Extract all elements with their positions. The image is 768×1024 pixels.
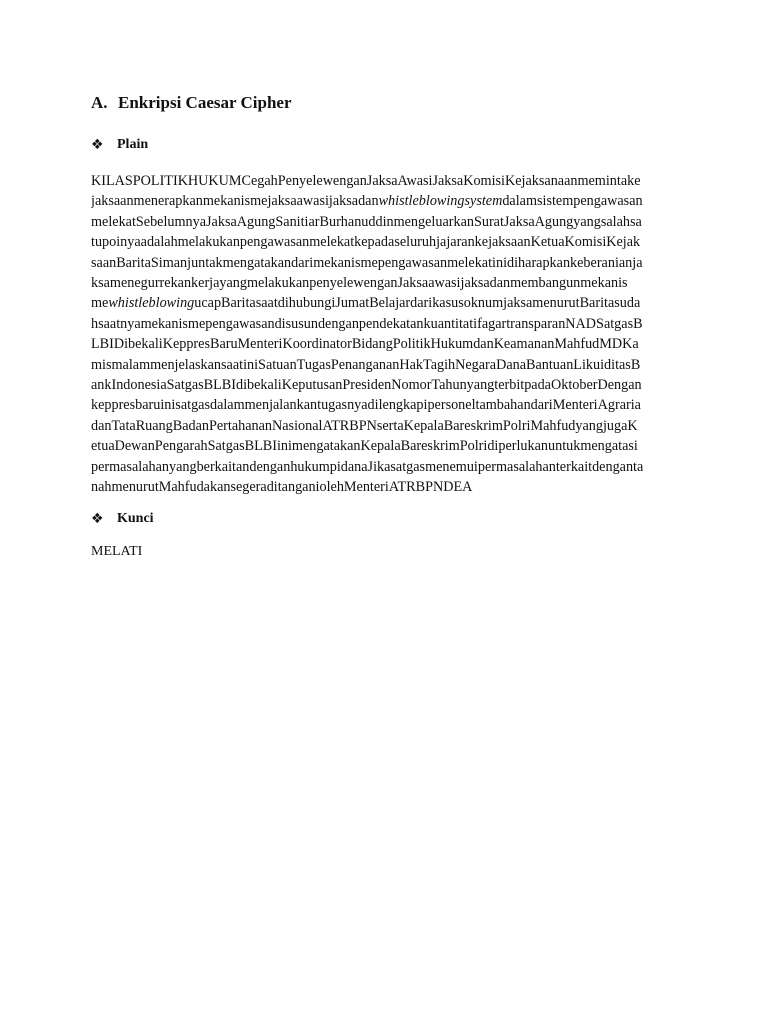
plain-italic-term: whistleblowingsystem [378, 193, 503, 210]
plain-text-paragraph [91, 171, 679, 498]
plain-line [91, 191, 679, 211]
plain-subheading [91, 137, 148, 153]
plain-line: melekatSebelumnyaJaksaAgungSanitiarBurhanuddinmengeluarkanSuratJaksaAgungyangsalahsa [91, 213, 642, 230]
plain-line: saanBaritaSimanjuntakmengatakandarimekanismepengawasanmelekatinidiharapkankeberanianja [91, 254, 643, 271]
plain-line: permasalahanyangberkaitandenganhukumpidanaJikasatgasmenemuipermasalahanterkaitdenganta [91, 458, 644, 475]
plain-line: danTataRuangBadanPertahananNasionalATRBPNsertaKepalaBareskrimPolriMahfudyangjugaK [91, 417, 638, 434]
section-title: Enkripsi Caesar Cipher [118, 93, 292, 112]
plain-line: tupoinyaadalahmelakukanpengawasanmelekatkepadaseluruhjajarankejaksaanKetuaKomisiKejak [91, 234, 641, 251]
plain-italic-term: whistleblowing [108, 295, 195, 312]
plain-line: hsaatnyamekanismepengawasandisusundenganpendekatankuantitatifagartransparanNADSatgasB [91, 315, 643, 332]
section-heading [91, 93, 292, 113]
plain-line: ksamenegurrekankerjayangmelakukanpenyelewenganJaksaawasijaksadanmembangunmekanis [91, 275, 628, 292]
plain-line: mismalammenjelaskansaatiniSatuanTugasPenangananHakTagihNegaraDanaBantuanLikuiditasB [91, 356, 641, 373]
plain-line: KILASPOLITIKHUKUMCegahPenyelewenganJaksaAwasiJaksaKomisiKejaksanaanmemintake [91, 173, 641, 189]
plain-line-segment: ucapBaritasaatdihubungiJumatBelajardarikasusoknumjaksamenurutBaritasuda [194, 295, 641, 312]
kunci-label: Kunci [117, 511, 154, 526]
plain-line: nahmenurutMahfudakansegeraditanganiolehMenteriATRBPNDEA [91, 479, 473, 496]
kunci-subheading [91, 511, 154, 527]
plain-line-segment: jaksaanmenerapkanmekanismejaksaawasijaksadan [91, 193, 379, 210]
plain-line: etuaDewanPengarahSatgasBLBIinimengatakanKepalaBareskrimPolridiperlukanuntukmengatasi [91, 438, 638, 455]
plain-line-segment: dalamsistempengawasan [502, 193, 643, 210]
kunci-value: MELATI [91, 544, 143, 559]
plain-line: keppresbaruinisatgasdalammenjalankantugasnyadilengkapipersoneltambahandariMenteriAgraria [91, 397, 641, 414]
plain-label: Plain [117, 137, 149, 152]
plain-line-segment: me [91, 295, 109, 312]
plain-line: LBIDibekaliKeppresBaruMenteriKoordinatorBidangPolitikHukumdanKeamananMahfudMDKa [91, 336, 639, 353]
plain-line [91, 293, 679, 313]
four-diamond-bullet-icon: ❖ [91, 137, 104, 153]
plain-line: ankIndonesiaSatgasBLBIdibekaliKeputusanPresidenNomorTahunyangterbitpadaOktoberDengan [91, 377, 642, 394]
four-diamond-bullet-icon: ❖ [91, 511, 104, 527]
section-number: A. [91, 93, 108, 112]
